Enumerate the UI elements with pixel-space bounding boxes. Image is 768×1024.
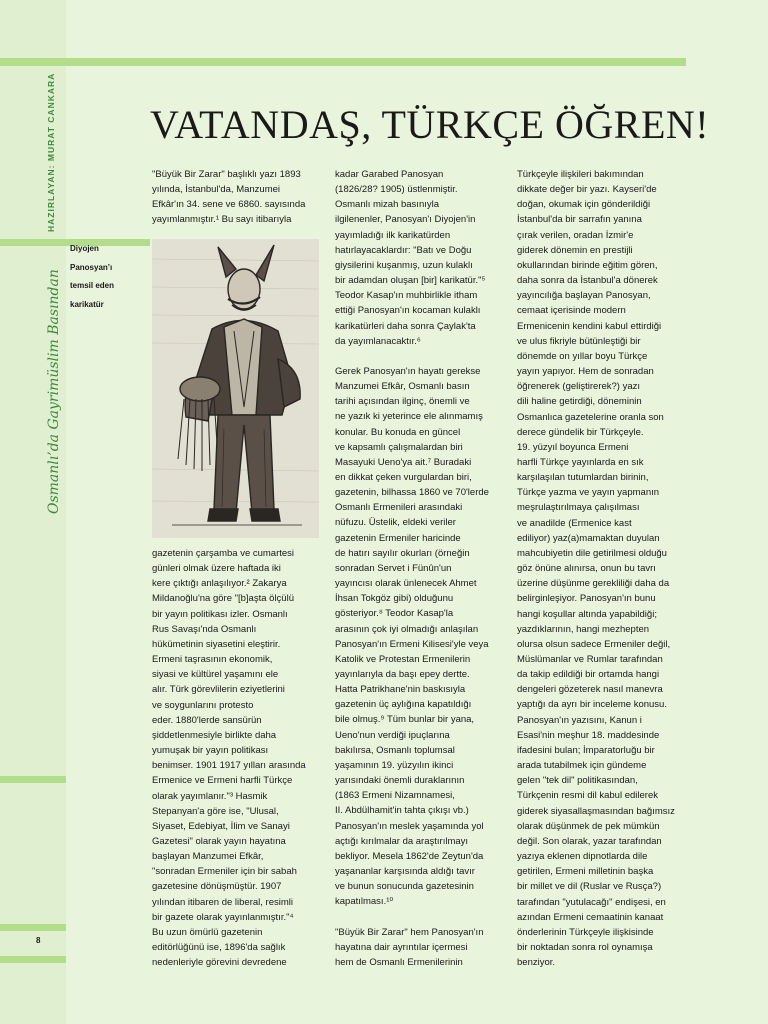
text-line: dili haline getirdiği, döneminin xyxy=(517,396,642,408)
text-line: Katolik ve Protestan Ermenilerin xyxy=(335,653,471,665)
text-line: Panosyan’ı xyxy=(70,262,113,272)
text-line: bir millet ve dil (Ruslar ve Rusça?) xyxy=(517,881,662,893)
text-line: nedenleriyle görevini devredene xyxy=(152,957,287,969)
paragraph-gap xyxy=(335,910,489,925)
figure-caption xyxy=(70,236,148,318)
text-line: giderek siyasallaşmasından bağımsız xyxy=(517,805,675,817)
text-line: yılından itibaren de liberal, resimli xyxy=(152,896,293,908)
text-line: benimser. 1901 1917 yılları arasında xyxy=(152,760,306,772)
text-line: Rus Savaşı'nda Osmanlı xyxy=(152,623,257,635)
text-line: İhsan Tokgöz gibi) olduğunu xyxy=(335,593,454,605)
text-line: olarak düşünmek de pek mümkün xyxy=(517,820,660,832)
text-line: gösteriyor.⁸ Teodor Kasap'la xyxy=(335,608,454,620)
text-line: günleri olmak üzere haftada iki xyxy=(152,563,281,575)
text-line: Ermeni taşrasının ekonomik, xyxy=(152,654,273,666)
text-line: "Büyük Bir Zarar" başlıklı yazı 1893 xyxy=(152,169,301,180)
text-line: dönemde on yıllar boyu Türkçe xyxy=(517,350,648,362)
text-line: giysilerini kuşanmış, uzun kulaklı xyxy=(335,259,473,271)
text-line: arada tutabilmek için gündeme xyxy=(517,760,647,772)
text-line: dikkate değer bir yazı. Kayseri'de xyxy=(517,184,657,196)
sidebar-rule xyxy=(0,776,66,783)
text-line: ne yazık ki yeterince ele alınmamış xyxy=(335,411,483,423)
text-line: harfli Türkçe yayınlarda en sık xyxy=(517,456,644,468)
text-line: Osmanlı mizah basınıyla xyxy=(335,199,440,211)
text-line: Osmanlıca gazetelerine oranla son xyxy=(517,411,664,423)
text-line: hatırlayacaklardır: "Batı ve Doğu xyxy=(335,244,472,256)
text-line: Ueno'nun verdiği ipuçlarına xyxy=(335,729,450,741)
text-line: ve soygunlarını protesto xyxy=(152,699,254,711)
caricature-image xyxy=(152,239,319,538)
text-line: Osmanlı Ermenileri arasındaki xyxy=(335,502,463,514)
text-line: açtığı kırılmalar da araştırılmayı xyxy=(335,835,469,847)
text-column-1-top xyxy=(152,167,305,228)
text-line: Siyaset, Edebiyat, İlim ve Sanayi xyxy=(152,820,290,832)
sidebar-rule xyxy=(0,956,66,963)
text-line: doğan, okumak için gönderildiği xyxy=(517,199,651,211)
text-line: Teodor Kasap'ın muhbirlikle itham xyxy=(335,290,478,302)
text-line: bir adamdan oluşan [bir] karikatür."⁵ xyxy=(335,275,486,287)
text-line: Manzumei Efkâr, Osmanlı basın xyxy=(335,381,470,393)
text-line: da yayımlanacaktır.⁶ xyxy=(335,335,421,347)
text-line: konular. Bu konuda en güncel xyxy=(335,426,461,438)
text-line: şiddetlenmesiyle birlikte daha xyxy=(152,729,277,741)
text-line: ilgilenenler, Panosyan'ı Diyojen'in xyxy=(335,214,476,226)
text-line: Panosyan'ın meslek yaşamında yol xyxy=(335,820,484,832)
text-line: kadar Garabed Panosyan xyxy=(335,169,444,180)
text-line: bir yayın politikası izler. Osmanlı xyxy=(152,608,288,620)
text-line: yarısındaki önemli duraklarının xyxy=(335,775,465,787)
text-line: Türkçeyle ilişkileri bakımından xyxy=(517,169,644,180)
text-line: bekliyor. Mesela 1862'de Zeytun'da xyxy=(335,850,484,862)
text-line: belirginleşiyor. Panosyan'ın bunu xyxy=(517,593,656,605)
text-line: bile olmuş.⁹ Tüm bunlar bir yana, xyxy=(335,714,475,726)
text-line: daha sonra da İstanbul'a dönerek xyxy=(517,275,658,287)
text-line: yayıncısı olarak ünlenecek Ahmet xyxy=(335,578,477,590)
text-line: olursa olsun sadece Ermeniler değil, xyxy=(517,638,671,650)
text-line: de hatırı sayılır okurları (örneğin xyxy=(335,547,470,559)
text-line: yazdıklarının, hangi mezhepten xyxy=(517,623,650,635)
text-line: da takip edildiği bir ortamda hangi xyxy=(517,669,660,681)
text-line: ve kapsamlı çalışmalardan biri xyxy=(335,441,463,453)
text-line: Ermenicenin kendini kabul ettirdiği xyxy=(517,320,662,332)
text-line: Gazetesi" olarak yayın hayatına xyxy=(152,835,286,847)
text-line: gazetenin üç aylığına kapatıldığı xyxy=(335,699,472,711)
author-credit: HAZIRLAYAN: MURAT CANKARA xyxy=(46,72,56,232)
paragraph-gap xyxy=(335,349,489,364)
text-line: ve ulus fikriyle bütünleştiği bir xyxy=(517,335,641,347)
text-line: ve anadilde (Ermenice kast xyxy=(517,517,632,529)
text-line: "sonradan Ermeniler için bir sabah xyxy=(152,866,297,878)
text-line: Bu uzun ömürlü gazetenin xyxy=(152,926,263,938)
text-line: karikatür xyxy=(70,299,104,309)
text-line: bir gazete olarak yayınlanmıştır."⁴ xyxy=(152,911,294,923)
text-line: azından Ermeni cemaatinin kanaat xyxy=(517,911,664,923)
text-line: yaşananlar karşısında aldığı tavır xyxy=(335,866,475,878)
text-line: başlayan Manzumei Efkâr, xyxy=(152,851,264,863)
text-line: Efkâr'ın 34. sene ve 6860. sayısında xyxy=(152,199,306,211)
text-line: hayatına dair ayrıntılar içermesi xyxy=(335,941,468,953)
text-line: yayımlanmıştır.¹ Bu sayı itibarıyla xyxy=(152,214,292,226)
text-line: dengeleri gözeterek nasıl manevra xyxy=(517,684,663,696)
text-line: derece gündelik bir Türkçeyle. xyxy=(517,426,644,438)
text-line: Hatta Patrikhane'nin baskısıyla xyxy=(335,684,466,696)
text-line: nüfuzu. Üstelik, eldeki veriler xyxy=(335,517,456,529)
text-line: Panosyan'ın yazısını, Kanun i xyxy=(517,714,642,726)
text-line: bakılırsa, Osmanlı toplumsal xyxy=(335,744,455,756)
text-line: meşrulaştırılmaya çalışılması xyxy=(517,502,640,514)
text-line: bir noktadan sonra rol oynamışa xyxy=(517,941,653,953)
text-line: göz önüne alınırsa, onun bu tavrı xyxy=(517,563,656,575)
text-line: alır. Türk görevlilerin eziyetlerini xyxy=(152,684,285,696)
text-line: benziyor. xyxy=(517,957,556,969)
text-line: yayınlarıyla da başı epey dertte. xyxy=(335,669,470,680)
text-line: temsil eden xyxy=(70,281,115,290)
header-rule xyxy=(0,58,686,66)
text-line: giderek dönemin en prestijli xyxy=(517,244,633,256)
text-line: II. Abdülhamit'in tahta çıkışı vb.) xyxy=(335,805,469,817)
sidebar-rule xyxy=(0,924,66,931)
text-line: Müslümanlar ve Rumlar tarafından xyxy=(517,654,663,665)
text-line: çırak verilen, oradan İzmir'e xyxy=(517,229,634,241)
text-line: öğrenerek (geliştirerek?) yazı xyxy=(517,381,641,393)
text-line: Türkçe yazma ve yayın yapmanın xyxy=(517,487,660,499)
text-line: yaptığı da ayrı bir inceleme konusu. xyxy=(517,699,667,711)
text-line: yılında, İstanbul'da, Manzumei xyxy=(152,184,281,196)
text-line: editörlüğünü ise, 1896'da sağlık xyxy=(152,942,286,954)
text-line: önderlerinin Türkçeyle ilişkisinde xyxy=(517,926,654,938)
text-line: gazetenin, bilhassa 1860 ve 70'lerde xyxy=(335,487,489,499)
text-line: Ermenice ve Ermeni harfli Türkçe xyxy=(152,775,293,787)
text-line: hükümetinin siyasetini eleştirir. xyxy=(152,638,281,650)
text-line: ettiği Panosyan'ın kocaman kulaklı xyxy=(335,305,481,317)
text-line: 19. yüzyıl boyunca Ermeni xyxy=(517,441,629,453)
text-line: yayın yapıyor. Hem de sonradan xyxy=(517,366,654,378)
text-line: İstanbul'da bir sarrafın yanına xyxy=(517,214,642,226)
text-column-3 xyxy=(517,167,675,970)
text-line: yayıncılığa başlayan Panosyan, xyxy=(517,290,651,302)
text-line: gazetenin çarşamba ve cumartesi xyxy=(152,548,295,559)
sidebar-rule xyxy=(0,239,66,246)
text-line: karikatürleri daha sonra Çaylak'ta xyxy=(335,320,476,332)
text-line: mahcubiyetin dile getirilmesi olduğu xyxy=(517,547,667,559)
text-line: karşılaşılan tutumlardan birinin, xyxy=(517,472,649,484)
text-line: yaşamının 19. yüzyılın ikinci xyxy=(335,759,454,771)
text-line: ve bunun sonucunda gazetesinin xyxy=(335,881,474,893)
caricature-drawing xyxy=(152,239,319,538)
text-line: Masayuki Ueno'ya ait.⁷ Buradaki xyxy=(335,456,472,468)
text-line: yayımladığı ilk karikatürden xyxy=(335,229,451,241)
text-line: arasının çok iyi olmadığı anlaşılan xyxy=(335,623,479,635)
text-line: Türkçenin resmi dil kabul edilerek xyxy=(517,790,658,802)
text-line: hangi koşullar altında yapabildiği; xyxy=(517,608,657,620)
text-line: (1826/28? 1905) üstlenmiştir. xyxy=(335,184,458,196)
text-line: cemaat içerisinde modern xyxy=(517,305,626,317)
text-line: Esasi'nin meşhur 18. maddesinde xyxy=(517,729,660,741)
text-line: Panosyan'ın Ermeni Kilisesi'yle veya xyxy=(335,638,489,650)
text-line: siyasi ve kültürel yaşamını ele xyxy=(152,669,279,681)
text-line: yazıya eklenen dipnotlarda dile xyxy=(517,851,648,863)
text-line: ifadesini bulan; İmparatorluğu bir xyxy=(517,744,655,756)
text-line: yumuşak bir yayın politikası xyxy=(152,745,269,757)
text-column-1-bottom xyxy=(152,546,306,970)
text-line: Stepanyan'a göre ise, "Ulusal, xyxy=(152,805,279,817)
text-line: gelen "tek dil" politikasından, xyxy=(517,775,638,787)
text-line: okullarından birinde eğitim gören, xyxy=(517,259,658,271)
text-line: tarihi açısından ilginç, önemli ve xyxy=(335,396,470,408)
text-line: Gerek Panosyan'ın hayatı gerekse xyxy=(335,365,481,377)
text-line: getirilen, Ermeni milletinin başka xyxy=(517,866,654,878)
series-title: Osmanlı’da Gayrimüslim Basından xyxy=(46,269,62,514)
text-line: gazetenin Ermeniler haricinde xyxy=(335,532,461,544)
text-column-2 xyxy=(335,167,489,970)
text-line: üzerine düşünme gerekliliği daha da xyxy=(517,578,670,590)
text-line: değil. Son olarak, yazar tarafından xyxy=(517,835,662,847)
text-line: gazetesine dönüşmüştür. 1907 xyxy=(152,881,282,893)
text-line: kere çıktığı anlaşılıyor.² Zakarya xyxy=(152,578,287,590)
text-line: Mildanoğlu'na göre "[b]aşta ölçülü xyxy=(152,593,294,605)
text-line: tarafından "yutulacağı" endişesi, en xyxy=(517,896,666,908)
text-line: hem de Osmanlı Ermenilerinin xyxy=(335,956,463,968)
text-line: eder. 1880'lerde sansürün xyxy=(152,714,262,726)
article-title: VATANDAŞ, TÜRKÇE ÖĞREN! xyxy=(150,102,710,147)
text-line: ediliyor) yaz(a)mamaktan duyulan xyxy=(517,532,660,544)
text-line: en dikkat çeken vurgulardan biri, xyxy=(335,471,472,483)
text-line: kapatılması.¹⁰ xyxy=(335,896,394,908)
text-line: (1863 Ermeni Nizamnamesi, xyxy=(335,790,455,802)
text-line: sonradan Servet i Fünûn'un xyxy=(335,562,452,574)
text-line: olarak yayımlanır."³ Hasmik xyxy=(152,790,268,802)
text-line: "Büyük Bir Zarar" hem Panosyan'ın xyxy=(335,926,484,938)
page-number: 8 xyxy=(36,936,41,945)
text-line: Diyojen xyxy=(70,244,99,253)
